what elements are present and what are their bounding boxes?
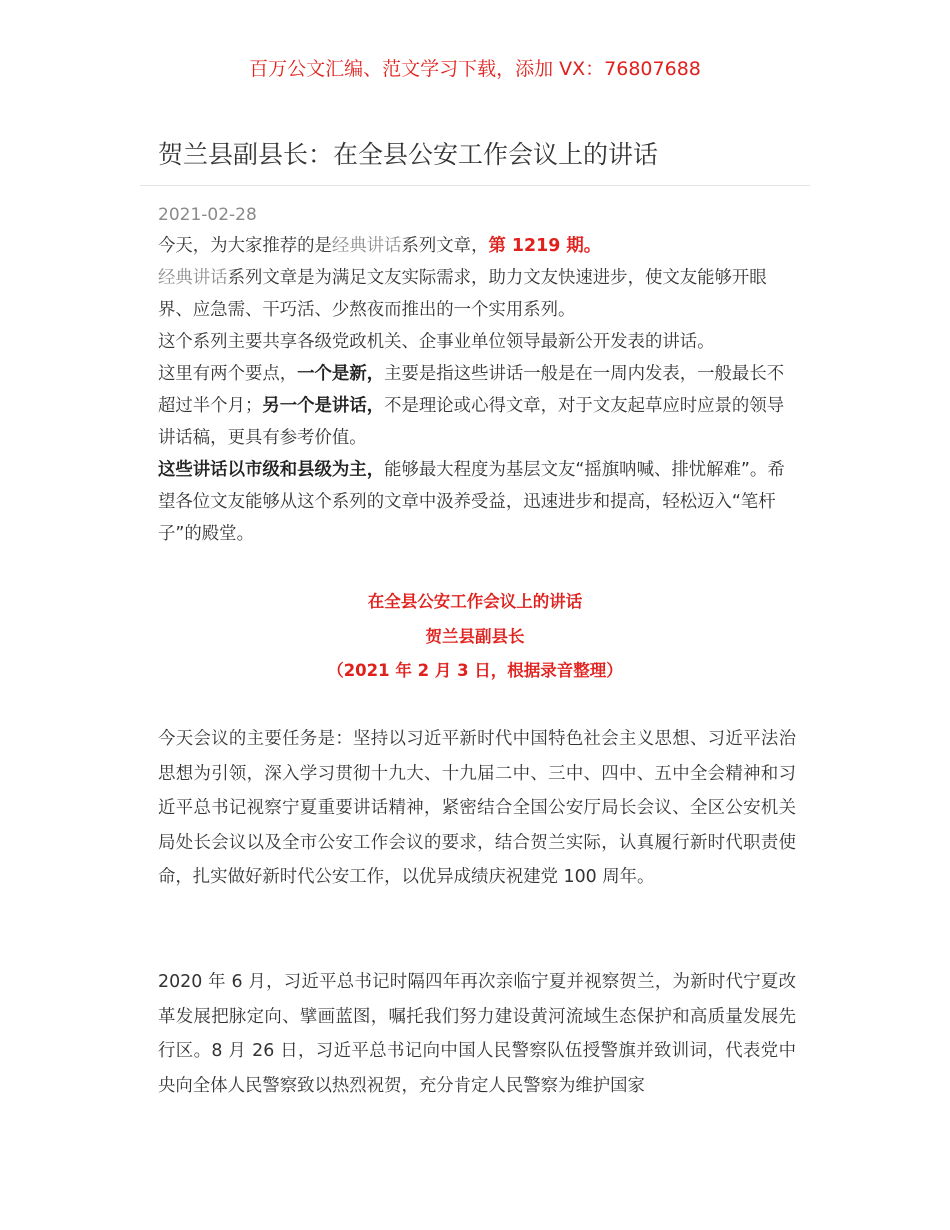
body-paragraph: 2020 年 6 月，习近平总书记时隔四年再次亲临宁夏并视察贺兰，为新时代宁夏改革发展把脉定向、擘画蓝图，嘱托我们努力建设黄河流域生态保护和高质量发展先行区。8 月 26 日，习近平总书记向中国人民警察队伍授警旗并致训词，代表党中央向全体人民警察致以热烈祝贺，充分肯定人民警察为维护国家 [158, 972, 796, 1096]
intro-line [158, 230, 794, 262]
promo-banner: 百万公文汇编、范文学习下载，添加 VX：76807688 [249, 58, 701, 80]
intro-text: 能够最大程度为基层文友“摇旗呐喊、排忧解难”。希望各位文友能够从这个系列的文章中汲养受益，迅速进步和提高，轻松迈入“笔杆子”的殿堂。 [158, 460, 785, 544]
intro-text: 这里有两个要点， [158, 364, 298, 384]
title-divider [140, 185, 810, 186]
page-title: 贺兰县副县长：在全县公安工作会议上的讲话 [158, 140, 659, 169]
publish-date: 2021-02-28 [158, 205, 257, 225]
series-intro [158, 230, 794, 550]
intro-text: 这个系列主要共享各级党政机关、企事业单位领导最新公开发表的讲话。 [158, 332, 715, 352]
key-point-2: 另一个是讲话， [262, 396, 385, 416]
intro-text: 系列文章， [401, 236, 489, 256]
speech-note: （2021 年 2 月 3 日，根据录音整理） [327, 661, 623, 680]
speech-heading: 在全县公安工作会议上的讲话 [367, 592, 583, 611]
intro-line [158, 454, 794, 550]
speech-speaker: 贺兰县副县长 [425, 626, 525, 646]
intro-text: 系列文章是为满足文友实际需求，助力文友快速进步，使文友能够开眼界、应急需、干巧活、少熬夜而推出的一个实用系列。 [158, 268, 767, 320]
intro-line [158, 326, 794, 358]
intro-line [158, 262, 794, 326]
key-point-3: 这些讲话以市级和县级为主， [158, 460, 385, 480]
speech-header [0, 585, 950, 689]
key-point-1: 一个是新， [297, 364, 385, 384]
series-name: 经典讲话 [158, 268, 228, 288]
body-paragraph: 今天会议的主要任务是：坚持以习近平新时代中国特色社会主义思想、习近平法治思想为引领，深入学习贯彻十九大、十九届二中、三中、四中、五中全会精神和习近平总书记视察宁夏重要讲话精神，紧密结合全国公安厅局长会议、全区公安机关局处长会议以及全市公安工作会议的要求，结合贺兰实际，认真履行新时代职责使命，扎实做好新时代公安工作，以优异成绩庆祝建党 100 周年。 [158, 729, 796, 888]
issue-number: 第 1219 期。 [488, 236, 602, 256]
intro-text: 主要是指这些讲话一般是在一周内发表，一般最长不超过半个月； [158, 364, 785, 416]
intro-line [158, 358, 794, 454]
series-name: 经典讲话 [331, 236, 402, 256]
intro-text: 今天，为大家推荐的是 [158, 236, 332, 256]
intro-text: 不是理论或心得文章，对于文友起草应时应景的领导讲话稿，更具有参考价值。 [158, 396, 785, 448]
